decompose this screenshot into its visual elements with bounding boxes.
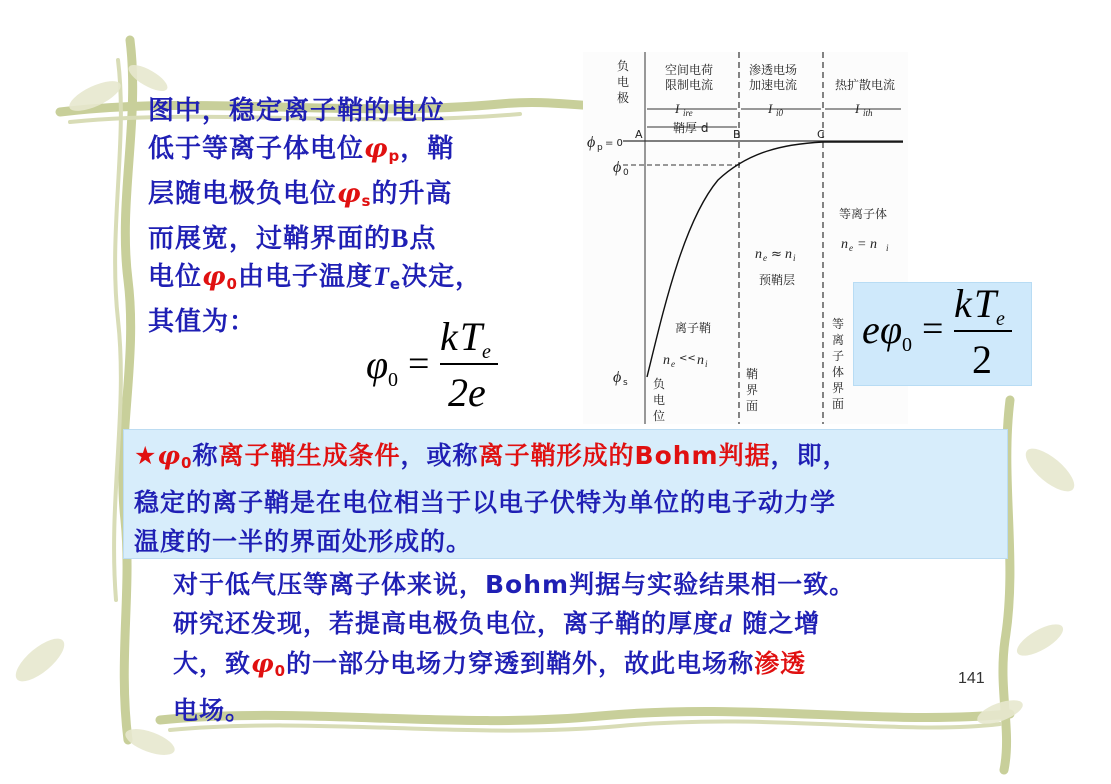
- phi-0-subscript: 0: [181, 454, 193, 472]
- intro-text: 层随电极负电位: [148, 179, 338, 209]
- formula-lhs-sub: 0: [388, 369, 398, 391]
- neg-potential-char-3: 位: [653, 409, 666, 423]
- bottom-line-2: [173, 604, 963, 644]
- phi-0-symbol: φ: [251, 649, 275, 678]
- bohm-criterion-term: 离子鞘形成的Bohm判据: [478, 441, 771, 470]
- bohm-criterion-text: [134, 436, 1002, 561]
- intro-line-5: [148, 258, 508, 303]
- bottom-line-4: 电场。: [173, 696, 252, 725]
- electron-temperature-subscript: e: [389, 275, 402, 293]
- bohm-text: ，即，: [770, 441, 849, 470]
- plasma-label: 等离子体: [839, 207, 888, 221]
- formula-denominator: 2e: [448, 370, 486, 415]
- neg-electrode-char-3: 极: [617, 91, 630, 105]
- intro-line-1: 图中，稳定离子鞘的电位: [148, 96, 446, 126]
- phi-0-symbol: φ: [202, 262, 227, 292]
- bohm-line-3: 温度的一半的界面处形成的。: [134, 527, 473, 556]
- intro-line-6: 其值为：: [148, 307, 257, 337]
- penetrating-field-term: 渗透: [754, 649, 807, 678]
- sheath-interface-char-1: 鞘: [746, 367, 759, 381]
- formula-num-t: T: [460, 314, 483, 359]
- intro-line-4: [148, 220, 508, 258]
- intro-text: 低于等离子体电位: [148, 134, 365, 164]
- bottom-text: 随之增: [732, 609, 821, 638]
- neg-potential-char-2: 电: [653, 393, 666, 407]
- intro-text: 决定，: [401, 262, 483, 292]
- plasma-interface-char-6: 面: [832, 397, 845, 411]
- page-number: 141: [958, 670, 985, 687]
- plasma-ne-sub: e: [849, 243, 853, 253]
- formula-r-num-sub: e: [996, 308, 1005, 330]
- neg-potential-char-1: 负: [653, 377, 666, 391]
- i-ire-symbol: I: [675, 101, 680, 116]
- plasma-interface-char-5: 界: [832, 381, 845, 395]
- bottom-text: 研究还发现，若提高电极负电位，离子鞘的厚度: [173, 609, 720, 638]
- plasma-interface-char-4: 体: [832, 365, 845, 379]
- formula-lhs-phi: φ: [366, 342, 389, 387]
- i-io-sub: i0: [776, 108, 784, 118]
- phi-s-symbol: φ: [337, 179, 362, 209]
- intro-text: ，鞘: [400, 134, 455, 164]
- electron-temperature-symbol: T: [373, 262, 390, 291]
- presheath-ne: n: [755, 247, 762, 262]
- intro-text: 而展宽，过鞘界面的: [148, 224, 392, 254]
- presheath-ni-sub: i: [793, 253, 796, 263]
- presheath-label: 预鞘层: [759, 273, 796, 287]
- bohm-text: 称: [192, 441, 219, 470]
- star-icon: ★: [134, 441, 158, 470]
- region1-line1: 空间电荷: [665, 63, 714, 77]
- bohm-line-1: [134, 436, 1002, 483]
- point-a: A: [635, 128, 643, 141]
- bohm-text: ，或称: [400, 441, 479, 470]
- phi-s-label: ϕ: [613, 369, 622, 386]
- phi-p-label-eq: = 0: [605, 138, 623, 149]
- region2-line1: 渗透电场: [749, 63, 798, 77]
- bohm-criterion-box: [123, 429, 1008, 559]
- intro-line-3: [148, 175, 508, 220]
- ion-sheath-ni-sub: i: [705, 359, 708, 369]
- sheath-interface-char-3: 面: [746, 399, 759, 413]
- point-b-label: B: [391, 224, 410, 253]
- presheath-approx: ≈: [771, 247, 782, 262]
- phi-p-label: ϕ: [587, 134, 596, 151]
- plasma-interface-char-2: 离: [832, 333, 845, 347]
- region1-line2: 限制电流: [665, 78, 714, 92]
- presheath-ne-sub: e: [763, 253, 767, 263]
- formula-r-num-t: T: [974, 283, 997, 326]
- ion-sheath-ni: n: [697, 353, 704, 368]
- intro-text: 由电子温度: [237, 262, 373, 292]
- sheath-interface-char-2: 界: [746, 383, 759, 397]
- intro-text: 的升高: [371, 179, 453, 209]
- phi-0-subscript: 0: [274, 662, 287, 680]
- intro-line-2: [148, 130, 508, 175]
- formula-e-phi0-right: [854, 283, 1031, 385]
- plasma-ni-sub: i: [886, 243, 889, 253]
- formula-r-e: e: [862, 307, 880, 352]
- region2-line2: 加速电流: [749, 78, 798, 92]
- phi-s-label-sub: s: [623, 378, 628, 388]
- thickness-d-symbol: d: [719, 611, 733, 638]
- plasma-ne: n: [841, 237, 848, 252]
- point-c: C: [817, 128, 825, 141]
- formula-num-k: k: [440, 314, 458, 359]
- plasma-interface-char-3: 子: [832, 349, 845, 363]
- intro-paragraph: [148, 92, 508, 341]
- neg-electrode-char-2: 电: [617, 75, 630, 89]
- ion-sheath-label: 离子鞘: [675, 321, 712, 335]
- bottom-text: 大，致: [173, 649, 252, 678]
- phi-p-subscript: p: [388, 147, 401, 165]
- region3-label: 热扩散电流: [835, 78, 896, 92]
- formula-r-phi: φ: [880, 307, 903, 352]
- plasma-eq-ni: = n: [857, 237, 877, 252]
- formula-r-equals: =: [922, 308, 944, 350]
- formula-r-sub: 0: [902, 334, 912, 356]
- formula-r-denominator: 2: [972, 337, 992, 382]
- ion-sheath-ne: n: [663, 353, 670, 368]
- ion-sheath-rel: <<: [679, 353, 696, 364]
- plasma-interface-char-1: 等: [832, 317, 845, 331]
- formula-r-num-k: k: [954, 283, 972, 326]
- phi-0-subscript: 0: [226, 275, 238, 293]
- phi-0-label-sub: 0: [623, 168, 629, 178]
- bohm-line-2: 稳定的离子鞘是在电位相当于以电子伏特为单位的电子动力学: [134, 488, 837, 517]
- ion-sheath-ne-sub: e: [671, 359, 675, 369]
- bottom-text: 的一部分电场力穿透到鞘外，故此电场称: [286, 649, 755, 678]
- point-b: B: [733, 128, 741, 141]
- neg-electrode-char-1: 负: [617, 59, 630, 73]
- formula-num-sub: e: [482, 341, 491, 363]
- bottom-line-1: 对于低气压等离子体来说，Bohm判据与实验结果相一致。: [173, 570, 856, 599]
- phi-p-symbol: φ: [364, 134, 389, 164]
- bottom-paragraph: [173, 565, 963, 730]
- phi-p-label-sub: p: [597, 143, 603, 153]
- i-ith-symbol: I: [855, 101, 860, 116]
- formula-phi0-left: [360, 310, 510, 420]
- formula-box-right: [853, 282, 1032, 386]
- i-ire-sub: ire: [683, 108, 693, 118]
- intro-text: 点: [409, 224, 437, 254]
- presheath-ni: n: [785, 247, 792, 262]
- sheath-thickness-label: 鞘厚 d: [673, 121, 709, 135]
- intro-text: 电位: [148, 262, 203, 292]
- sheath-formation-condition: 离子鞘生成条件: [218, 441, 401, 470]
- i-io-symbol: I: [768, 101, 773, 116]
- phi-s-subscript: s: [361, 192, 372, 210]
- formula-equals: =: [408, 343, 430, 385]
- bottom-line-3: [173, 644, 963, 691]
- i-ith-sub: ith: [863, 108, 873, 118]
- phi-0-symbol: φ: [157, 441, 182, 470]
- phi-0-label: ϕ: [613, 159, 622, 176]
